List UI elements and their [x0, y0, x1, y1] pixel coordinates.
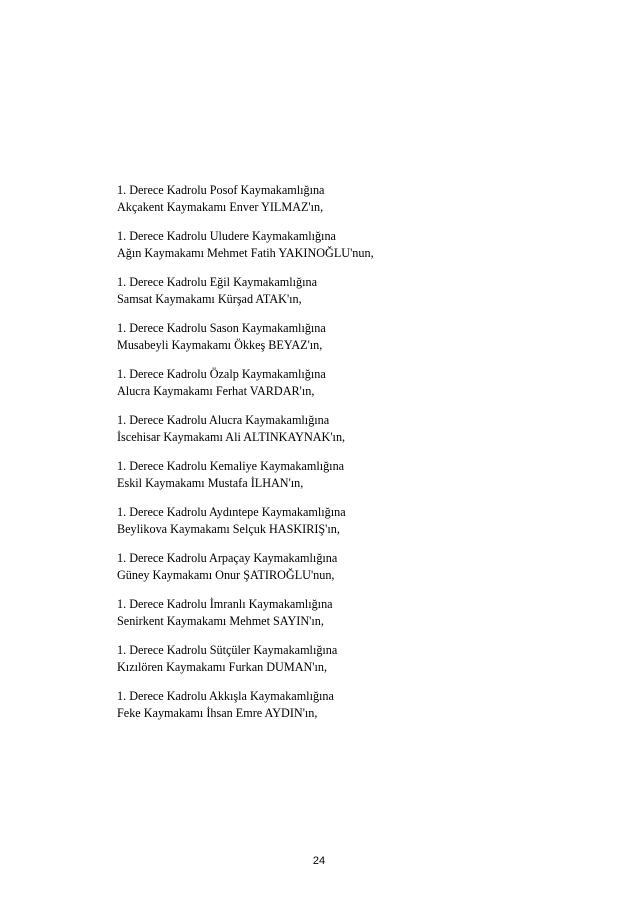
assignment-line: 1. Derece Kadrolu Uludere Kaymakamlığına [117, 229, 336, 243]
appointment-entry [117, 596, 577, 642]
assignment-line: 1. Derece Kadrolu Akkışla Kaymakamlığına [117, 689, 334, 703]
assignment-line: 1. Derece Kadrolu Sason Kaymakamlığına [117, 321, 326, 335]
assignment-line: 1. Derece Kadrolu Sütçüler Kaymakamlığına [117, 643, 338, 657]
appointment-entry [117, 274, 577, 320]
appointment-entry [117, 688, 577, 734]
official-line: Alucra Kaymakamı Ferhat VARDAR'ın, [117, 383, 315, 398]
assignment-line: 1. Derece Kadrolu Aydıntepe Kaymakamlığına [117, 505, 346, 519]
official-line: Feke Kaymakamı İhsan Emre AYDIN'ın, [117, 705, 318, 720]
assignment-line: 1. Derece Kadrolu Eğil Kaymakamlığına [117, 275, 318, 289]
appointment-entry [117, 320, 577, 366]
assignment-line: 1. Derece Kadrolu Arpaçay Kaymakamlığına [117, 551, 338, 565]
official-line: Akçakent Kaymakamı Enver YILMAZ'ın, [117, 199, 324, 214]
official-line: Eskil Kaymakamı Mustafa İLHAN'ın, [117, 475, 304, 490]
appointment-entry [117, 412, 577, 458]
appointment-entry [117, 550, 577, 596]
official-line: Beylikova Kaymakamı Selçuk HASKIRIŞ'ın, [117, 521, 340, 536]
appointment-entry [117, 504, 577, 550]
appointment-entry [117, 366, 577, 412]
official-line: Senirkent Kaymakamı Mehmet SAYIN'ın, [117, 613, 324, 628]
appointment-entry [117, 228, 577, 274]
assignment-line: 1. Derece Kadrolu İmranlı Kaymakamlığına [117, 597, 333, 611]
appointment-list [117, 182, 577, 734]
assignment-line: 1. Derece Kadrolu Posof Kaymakamlığına [117, 183, 325, 197]
official-line: Güney Kaymakamı Onur ŞATIROĞLU'nun, [117, 567, 335, 582]
official-line: İscehisar Kaymakamı Ali ALTINKAYNAK'ın, [117, 429, 346, 444]
assignment-line: 1. Derece Kadrolu Kemaliye Kaymakamlığına [117, 459, 345, 473]
page-number: 24 [312, 855, 326, 867]
appointment-entry [117, 642, 577, 688]
official-line: Musabeyli Kaymakamı Ökkeş BEYAZ'ın, [117, 337, 323, 352]
official-line: Ağın Kaymakamı Mehmet Fatih YAKINOĞLU'nun, [117, 245, 374, 260]
official-line: Samsat Kaymakamı Kürşad ATAK'ın, [117, 291, 302, 306]
assignment-line: 1. Derece Kadrolu Alucra Kaymakamlığına [117, 413, 330, 427]
appointment-entry [117, 458, 577, 504]
official-line: Kızılören Kaymakamı Furkan DUMAN'ın, [117, 659, 328, 674]
assignment-line: 1. Derece Kadrolu Özalp Kaymakamlığına [117, 367, 326, 381]
appointment-entry [117, 182, 577, 228]
